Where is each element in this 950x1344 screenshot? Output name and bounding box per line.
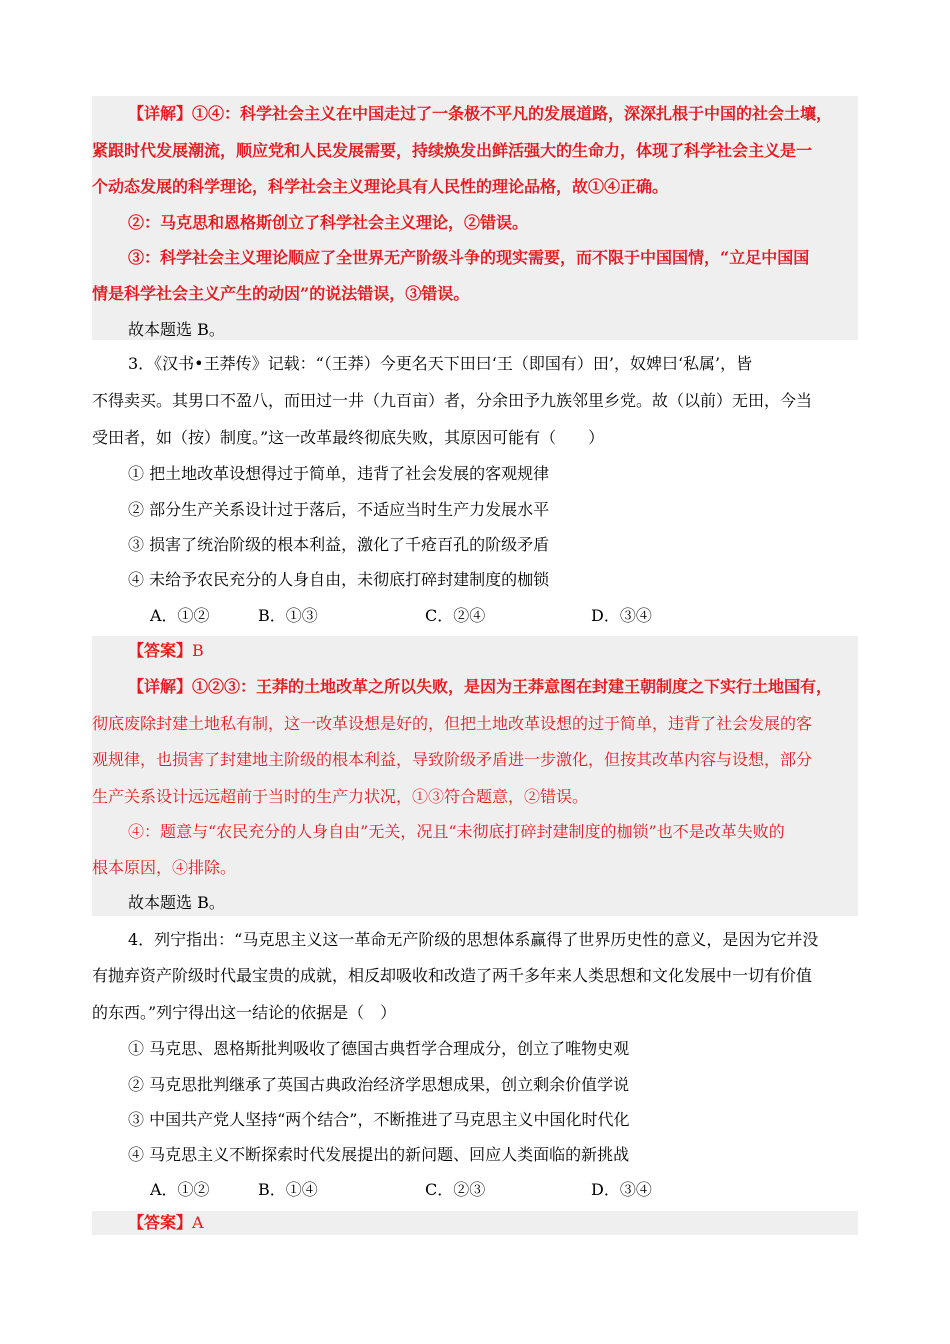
explain-line: 情是科学社会主义产生的动因”的说法错误，③错误。 — [92, 284, 470, 303]
statement-item: ② 马克思批判继承了英国古典政治经济学思想成果，创立剩余价值学说 — [128, 1075, 630, 1094]
option-a[interactable]: A．①② — [150, 606, 210, 625]
answer-value: B — [192, 641, 204, 660]
question-3-stem: 受田者，如（按）制度。”这一改革最终彻底失败，其原因可能有（ ） — [92, 428, 605, 447]
statement-item: ④ 未给予农民充分的人身自由，未彻底打碎封建制度的枷锁 — [128, 570, 550, 589]
explain-label: 【详解】 — [128, 104, 193, 123]
question-4-stem: 的东西。”列宁得出这一结论的依据是（ ） — [92, 1003, 397, 1022]
explain-line: 彻底废除封建土地私有制，这一改革设想是好的，但把土地改革设想的过于简单，违背了社会发展的客 — [92, 714, 813, 733]
question-3-stem: 不得卖买。其男口不盈八，而田过一井（九百亩）者，分余田予九族邻里乡党。故（以前）无田，今当 — [92, 391, 813, 410]
option-a[interactable]: A．①② — [150, 1180, 210, 1199]
option-c[interactable]: C．②③ — [425, 1180, 486, 1199]
answer-line — [128, 641, 204, 661]
explain-line: ③：科学社会主义理论顺应了全世界无产阶级斗争的现实需要，而不限于中国国情，“立足中国国 — [128, 248, 810, 267]
answer-label: 【答案】 — [128, 1213, 193, 1232]
explain-label: 【详解】 — [128, 677, 193, 696]
statement-item: ④ 马克思主义不断探索时代发展提出的新问题、回应人类面临的新挑战 — [128, 1145, 630, 1164]
explain-line: 紧跟时代发展潮流，顺应党和人民发展需要，持续焕发出鲜活强大的生命力，体现了科学社会主义是一 — [92, 141, 813, 160]
answer-label: 【答案】 — [128, 641, 193, 660]
answer-value: A — [192, 1213, 204, 1232]
option-b[interactable]: B．①④ — [258, 1180, 318, 1199]
conclusion-line: 故本题选 B。 — [128, 320, 225, 339]
explain-line: 观规律，也损害了封建地主阶级的根本利益，导致阶级矛盾进一步激化，但按其改革内容与设想，部分 — [92, 750, 813, 769]
answer-block-q4 — [92, 1211, 858, 1235]
option-d[interactable]: D．③④ — [591, 1180, 652, 1199]
question-4-stem: 有抛弃资产阶级时代最宝贵的成就，相反却吸收和改造了两千多年来人类思想和文化发展中一切有价值 — [92, 966, 813, 985]
explain-line: 【详解】①④：科学社会主义在中国走过了一条极不平凡的发展道路，深深扎根于中国的社会土壤， — [128, 104, 833, 123]
statement-item: ② 部分生产关系设计过于落后，不适应当时生产力发展水平 — [128, 500, 550, 519]
option-d[interactable]: D．③④ — [591, 606, 652, 625]
answer-line — [128, 1213, 204, 1233]
explain-line: 生产关系设计远远超前于当时的生产力状况，①③符合题意，②错误。 — [92, 787, 589, 806]
statement-item: ① 马克思、恩格斯批判吸收了德国古典哲学合理成分，创立了唯物史观 — [128, 1039, 630, 1058]
explain-line: 根本原因，④排除。 — [92, 858, 237, 877]
question-3-stem: 3．《汉书•王莽传》记载：“（王莽）今更名天下田曰‘王（即国有）田’，奴婢曰‘私属’，皆 — [128, 354, 753, 373]
question-4-stem: 4．列宁指出：“马克思主义这一革命无产阶级的思想体系赢得了世界历史性的意义，是因为它并没 — [128, 930, 819, 949]
option-c[interactable]: C．②④ — [425, 606, 486, 625]
explain-line: 个动态发展的科学理论，科学社会主义理论具有人民性的理论品格，故①④正确。 — [92, 177, 669, 196]
option-b[interactable]: B．①③ — [258, 606, 318, 625]
conclusion-line: 故本题选 B。 — [128, 893, 225, 912]
explain-line: ②：马克思和恩格斯创立了科学社会主义理论，②错误。 — [128, 213, 529, 232]
explain-line: 【详解】①②③：王莽的土地改革之所以失败，是因为王莽意图在封建王朝制度之下实行土地国有， — [128, 677, 833, 696]
statement-item: ① 把土地改革设想得过于简单，违背了社会发展的客观规律 — [128, 464, 550, 483]
statement-item: ③ 损害了统治阶级的根本利益，激化了千疮百孔的阶级矛盾 — [128, 535, 550, 554]
explain-line: ④：题意与“农民充分的人身自由”无关，况且“未彻底打碎封建制度的枷锁”也不是改革失败的 — [128, 822, 785, 841]
statement-item: ③ 中国共产党人坚持“两个结合”，不断推进了马克思主义中国化时代化 — [128, 1110, 630, 1129]
